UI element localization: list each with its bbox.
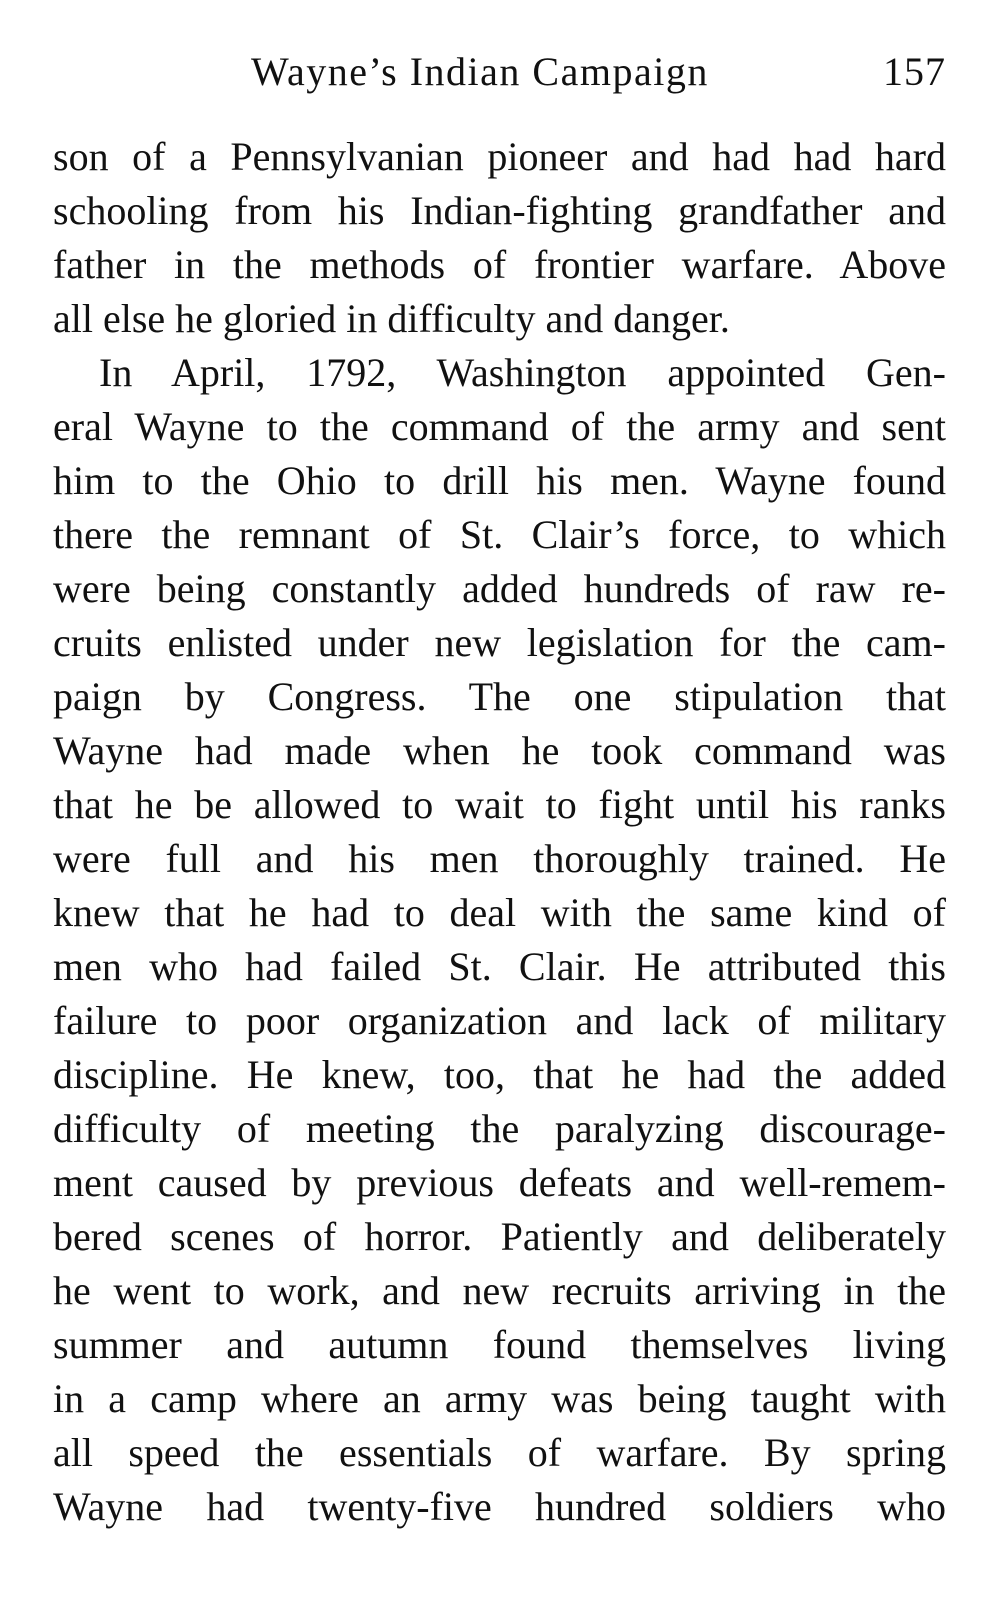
text-line: Wayne had made when he took command was	[53, 728, 946, 773]
text-line: that he be allowed to wait to fight until his ranks	[53, 782, 946, 827]
page-number: 157	[883, 49, 946, 94]
text-line: father in the methods of frontier warfare. Above	[53, 242, 946, 287]
text-line: Wayne had twenty-five hundred soldiers who	[53, 1484, 946, 1529]
text-line: were full and his men thoroughly trained. He	[53, 836, 946, 881]
text-line: he went to work, and new recruits arriving in the	[53, 1268, 946, 1313]
text-line: were being constantly added hundreds of raw re-	[53, 566, 946, 611]
text-line: discipline. He knew, too, that he had the added	[53, 1052, 946, 1097]
text-line: ment caused by previous defeats and well-remem-	[53, 1160, 946, 1205]
text-line: summer and autumn found themselves living	[53, 1322, 946, 1367]
text-line: cruits enlisted under new legislation for the cam-	[53, 620, 946, 665]
paragraph-1	[53, 130, 946, 346]
paragraph-2	[53, 346, 946, 1534]
text-line: in a camp where an army was being taught with	[53, 1376, 946, 1421]
text-line: failure to poor organization and lack of military	[53, 998, 946, 1043]
text-line: eral Wayne to the command of the army and sent	[53, 404, 946, 449]
text-line: knew that he had to deal with the same kind of	[53, 890, 946, 935]
running-head	[53, 44, 946, 100]
text-line: all else he gloried in difficulty and danger.	[53, 296, 730, 341]
text-line: him to the Ohio to drill his men. Wayne found	[53, 458, 946, 503]
text-line: difficulty of meeting the paralyzing discourage-	[53, 1106, 946, 1151]
text-line: schooling from his Indian-fighting grandfather and	[53, 188, 946, 233]
text-line: paign by Congress. The one stipulation that	[53, 674, 946, 719]
text-line: In April, 1792, Washington appointed Gen-	[99, 350, 946, 395]
text-line: men who had failed St. Clair. He attributed this	[53, 944, 946, 989]
running-title: Wayne’s Indian Campaign	[251, 49, 709, 94]
text-line: bered scenes of horror. Patiently and deliberately	[53, 1214, 946, 1259]
text-line: all speed the essentials of warfare. By spring	[53, 1430, 946, 1475]
text-line: there the remnant of St. Clair’s force, to which	[53, 512, 946, 557]
text-line: son of a Pennsylvanian pioneer and had had hard	[53, 134, 946, 179]
body-text	[53, 130, 946, 1534]
